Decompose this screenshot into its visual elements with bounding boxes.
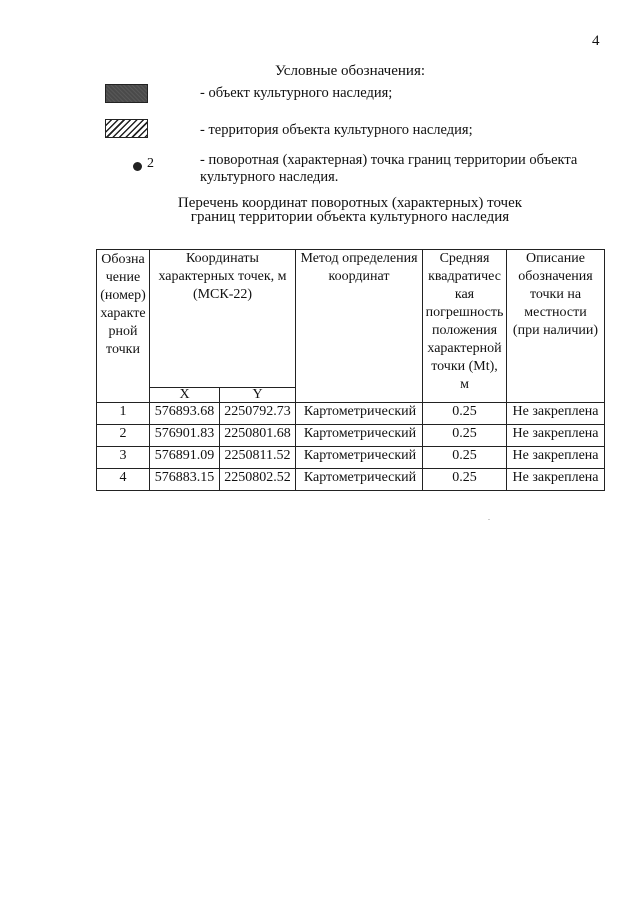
coordinates-table (96, 249, 605, 491)
turning-point-label: 2 (147, 156, 154, 171)
cell-method: Картометрический (296, 469, 423, 491)
legend-item-turning-point: - поворотная (характерная) точка границ территории объекта культурного наследия. (200, 152, 578, 185)
cell-method: Картометрический (296, 425, 423, 447)
header-description: Описание обозначения точки на местности (при наличии) (507, 250, 605, 403)
cell-y: 2250811.52 (220, 447, 296, 469)
table-row (97, 469, 605, 491)
cell-x: 576893.68 (150, 403, 220, 425)
legend-title: Условные обозначения: (274, 63, 426, 79)
cell-description: Не закреплена (507, 469, 605, 491)
cell-x: 576901.83 (150, 425, 220, 447)
cell-error: 0.25 (423, 425, 507, 447)
table-row (97, 425, 605, 447)
header-coordinates: Координаты характерных точек, м (МСК-22) (150, 250, 296, 388)
cell-description: Не закреплена (507, 403, 605, 425)
cell-y: 2250792.73 (220, 403, 296, 425)
cell-x: 576883.15 (150, 469, 220, 491)
legend-item-heritage-object: - объект культурного наследия; (200, 85, 393, 101)
cell-no: 1 (97, 403, 150, 425)
heritage-object-swatch-icon (105, 84, 148, 103)
header-x: X (150, 388, 220, 403)
cell-method: Картометрический (296, 403, 423, 425)
table-title-line1: Перечень координат поворотных (характерных) точек (177, 195, 523, 211)
cell-no: 3 (97, 447, 150, 469)
header-method: Метод определения координат (296, 250, 423, 403)
table-title-line2: границ территории объекта культурного наследия (190, 209, 510, 225)
cell-error: 0.25 (423, 403, 507, 425)
scan-speck (488, 519, 490, 520)
cell-method: Картометрический (296, 447, 423, 469)
page-number: 4 (592, 33, 600, 49)
cell-no: 2 (97, 425, 150, 447)
legend-item-heritage-territory: - территория объекта культурного наследия; (200, 122, 473, 138)
cell-description: Не закреплена (507, 447, 605, 469)
cell-y: 2250802.52 (220, 469, 296, 491)
table-row (97, 447, 605, 469)
header-error: Средняя квадратичес кая погрешность положения характерной точки (Mt), м (423, 250, 507, 403)
cell-y: 2250801.68 (220, 425, 296, 447)
table-row (97, 403, 605, 425)
cell-description: Не закреплена (507, 425, 605, 447)
cell-error: 0.25 (423, 447, 507, 469)
heritage-territory-swatch-icon (105, 119, 148, 138)
cell-error: 0.25 (423, 469, 507, 491)
header-y: Y (220, 388, 296, 403)
table-title (150, 196, 550, 224)
cell-x: 576891.09 (150, 447, 220, 469)
header-designation: Обозна чение (номер) характе рной точки (97, 250, 150, 403)
cell-no: 4 (97, 469, 150, 491)
turning-point-dot-icon (133, 162, 142, 171)
